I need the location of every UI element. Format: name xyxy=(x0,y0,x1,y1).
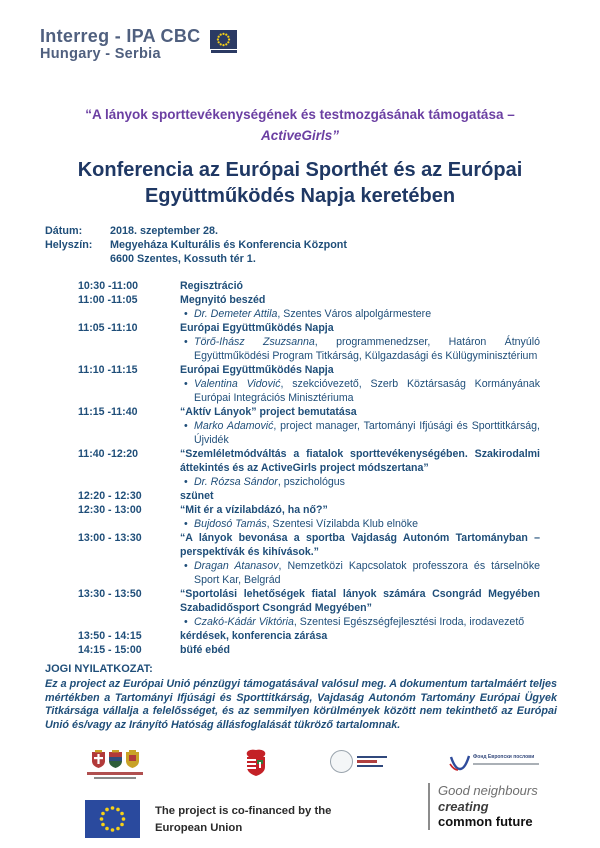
bullet-icon: • xyxy=(184,616,188,628)
schedule-row xyxy=(78,503,540,531)
schedule-time: 12:20 - 12:30 xyxy=(78,490,142,502)
speaker-line xyxy=(180,517,540,531)
eu-flag-small-svg xyxy=(210,30,237,49)
schedule-time: 13:00 - 13:30 xyxy=(78,532,142,544)
schedule-time: 10:30 -11:00 xyxy=(78,280,139,292)
cofinance-line1: The project is co-financed by the xyxy=(155,805,332,817)
schedule-content xyxy=(180,405,540,447)
schedule-time: 12:30 - 13:00 xyxy=(78,504,142,516)
speaker-text: Törő-Ihász Zsuzsanna, programmenedzser, Határon Átnyúló Együttműködési Program Titkárság, Külgazdasági és Külügyminisztérium xyxy=(194,336,540,362)
venue-line2: 6600 Szentes, Kossuth tér 1. xyxy=(110,253,256,265)
schedule-content xyxy=(180,293,540,321)
date-row xyxy=(45,224,347,238)
bullet-icon: • xyxy=(184,476,188,488)
fund-caption-bar xyxy=(473,763,539,765)
schedule-row xyxy=(78,587,540,629)
stamp-circle-icon xyxy=(330,750,353,773)
schedule-row xyxy=(78,489,540,503)
project-title-line2: ActiveGirls” xyxy=(260,128,340,143)
cofinance-statement xyxy=(155,803,331,837)
schedule-item-title: Megnyitó beszéd xyxy=(180,294,266,306)
schedule-time: 11:05 -11:10 xyxy=(78,322,138,334)
schedule-row xyxy=(78,363,540,405)
speaker-name: Bujdosó Tamás xyxy=(194,518,267,530)
serbia-shield-icon xyxy=(91,750,106,769)
legal-disclaimer xyxy=(45,663,557,732)
logo-caption-bar xyxy=(87,772,143,775)
date-value: 2018. szeptember 28. xyxy=(110,225,219,237)
speaker-line xyxy=(180,559,540,587)
speaker-text: Czakó-Kádár Viktória, Szentesi Egészségfejlesztési Iroda, irodavezető xyxy=(194,616,525,628)
schedule-row xyxy=(78,405,540,447)
venue-line1: Megyeháza Kulturális és Konferencia Központ xyxy=(110,239,347,251)
fund-caption-text: Фонд Европски послови xyxy=(473,754,535,760)
schedule-item-title: szünet xyxy=(180,490,214,502)
speaker-line xyxy=(180,335,540,363)
schedule-time: 11:15 -11:40 xyxy=(78,406,138,418)
schedule-content xyxy=(180,503,540,531)
eu-flag-caption-bar xyxy=(211,50,237,53)
schedule-row xyxy=(78,447,540,489)
schedule-time: 11:00 -11:05 xyxy=(78,294,138,306)
speaker-name: Dragan Atanasov xyxy=(194,560,279,572)
speaker-text: Dragan Atanasov, Nemzetközi Kapcsolatok professzora és társelnöke Sport Kar, Belgrád xyxy=(194,560,541,586)
cofinance-line2: European Union xyxy=(155,822,243,834)
programme-tagline xyxy=(428,783,538,830)
schedule-row xyxy=(78,531,540,587)
speaker-text: Bujdosó Tamás, Szentesi Vízilabda Klub elnöke xyxy=(194,518,418,530)
bullet-icon: • xyxy=(184,378,188,390)
schedule-time: 14:15 - 15:00 xyxy=(78,644,142,656)
interreg-logo-text xyxy=(40,26,200,63)
schedule-row xyxy=(78,293,540,321)
eu-flag-small-icon xyxy=(210,30,237,53)
schedule-content xyxy=(180,531,540,587)
speaker-text: Valentina Vidović, szekcióvezető, Szerb Köztársaság Kormányának Európai Integrációs Minisztériuma xyxy=(194,378,541,404)
tagline-line2: creating xyxy=(438,798,489,814)
project-title-line1: “A lányok sporttevékenységének és testmozgásának támogatása – xyxy=(85,107,515,122)
schedule-time: 13:30 - 13:50 xyxy=(78,588,142,600)
stamp-caption-lines xyxy=(357,754,387,770)
schedule-list xyxy=(78,279,540,657)
fund-swoosh-icon xyxy=(448,754,470,772)
venue-label: Helyszín: xyxy=(45,239,93,251)
speaker-name: Dr. Demeter Attila xyxy=(194,308,278,320)
bullet-icon: • xyxy=(184,560,188,572)
project-title xyxy=(40,104,560,146)
eu-flag-svg xyxy=(85,800,140,838)
speaker-name: Valentina Vidović xyxy=(194,378,281,390)
speaker-line xyxy=(180,419,540,447)
page-title xyxy=(30,157,570,209)
speaker-name: Marko Adamović xyxy=(194,420,274,432)
venue-value xyxy=(110,238,347,266)
schedule-content xyxy=(180,643,540,657)
fund-caption xyxy=(473,754,539,765)
speaker-line xyxy=(180,307,540,321)
schedule-content xyxy=(180,363,540,405)
tagline-divider xyxy=(428,783,430,830)
bullet-icon: • xyxy=(184,336,188,348)
interreg-logo xyxy=(40,26,237,63)
schedule-content xyxy=(180,321,540,363)
hungarian-coat-of-arms-logo xyxy=(243,748,269,783)
speaker-text: Marko Adamović, project manager, Tartományi Ifjúsági és Sporttitkárság, Újvidék xyxy=(194,420,540,446)
bullet-icon: • xyxy=(184,308,188,320)
schedule-time: 13:50 - 14:15 xyxy=(78,630,142,642)
page-title-line2: Együttműködés Napja keretében xyxy=(144,185,456,207)
tagline-line3: common future xyxy=(438,814,533,829)
page-title-line1: Konferencia az Európai Sporthét és az Európai xyxy=(77,159,523,181)
tagline-text xyxy=(438,783,538,830)
logo-caption-bar xyxy=(94,777,136,780)
schedule-content xyxy=(180,629,540,643)
speaker-line xyxy=(180,475,540,489)
schedule-row xyxy=(78,643,540,657)
schedule-row xyxy=(78,321,540,363)
schedule-time: 11:10 -11:15 xyxy=(78,364,138,376)
tagline-line1: Good neighbours xyxy=(438,783,538,798)
schedule-item-title: Európai Együttműködés Napja xyxy=(180,322,334,334)
schedule-content xyxy=(180,587,540,629)
disclaimer-body: Ez a project az Európai Unió pénzügyi támogatásával valósul meg. A dokumentum tartalmáért teljes mértékben a Tartományi Ifjúsági és Sporttitkárság, Vajdaság Autonóm Tartomány Európai Ügyek Titkársága vállalja a felelősséget, és az semmilyen körülmények között nem tekinthető az Európai Unió és/vagy az Irányító Hatóság állásfoglalását tükröző tartalomnak. xyxy=(45,678,557,731)
schedule-item-title: Európai Együttműködés Napja xyxy=(180,364,334,376)
speaker-text: Dr. Rózsa Sándor, pszichológus xyxy=(194,476,345,488)
speaker-line xyxy=(180,377,540,405)
schedule-item-title: “Mit ér a vízilabdázó, ha nő?” xyxy=(180,504,328,516)
speaker-name: Dr. Rózsa Sándor xyxy=(194,476,278,488)
stamp-caption-bar xyxy=(357,756,387,759)
interreg-logo-line1: Interreg - IPA CBC xyxy=(40,26,201,46)
bullet-icon: • xyxy=(184,518,188,530)
schedule-item-title: kérdések, konferencia zárása xyxy=(180,630,328,642)
schedule-item-title: büfé ebéd xyxy=(180,644,231,656)
vojvodina-shield-icon xyxy=(108,750,123,769)
schedule-row xyxy=(78,279,540,293)
eu-flag-icon xyxy=(85,800,140,843)
schedule-content xyxy=(180,489,540,503)
city-shield-icon xyxy=(125,750,140,769)
schedule-item-title: “Aktív Lányok” project bemutatása xyxy=(180,406,357,418)
event-meta xyxy=(45,224,347,266)
schedule-time: 11:40 -12:20 xyxy=(78,448,139,460)
provincial-coats-of-arms-logo xyxy=(84,750,146,779)
bullet-icon: • xyxy=(184,420,188,432)
date-label: Dátum: xyxy=(45,225,83,237)
schedule-item-title: “Szemléletmódváltás a fiatalok sporttevékenységében. Szakirodalmi áttekintés és az ActiveGirls project módszertana” xyxy=(180,448,540,474)
schedule-item-title: “Sportolási lehetőségek fiatal lányok számára Csongrád Megyében Szabadidősport Csongrád Megyében” xyxy=(180,588,540,614)
speaker-line xyxy=(180,615,540,629)
european-affairs-fund-logo xyxy=(448,754,539,772)
schedule-row xyxy=(78,629,540,643)
schedule-content xyxy=(180,447,540,489)
stamp-caption-bar xyxy=(357,765,383,768)
schedule-item-title: “A lányok bevonása a sportba Vajdaság Autonóm Tartományban – perspektívák és kihívások.” xyxy=(180,532,540,558)
speaker-name: Törő-Ihász Zsuzsanna xyxy=(194,336,315,348)
schedule-content xyxy=(180,279,540,293)
venue-row xyxy=(45,238,347,266)
hungarian-coat-of-arms-icon xyxy=(243,748,269,778)
stamp-caption-bar xyxy=(357,760,377,763)
speaker-text: Dr. Demeter Attila, Szentes Város alpolgármestere xyxy=(194,308,432,320)
schedule-item-title: Regisztráció xyxy=(180,280,243,292)
coat-of-arms-trio-icon xyxy=(84,750,146,769)
disclaimer-heading: JOGI NYILATKOZAT: xyxy=(45,663,153,675)
interreg-logo-line2: Hungary - Serbia xyxy=(40,46,161,62)
speaker-name: Czakó-Kádár Viktória xyxy=(194,616,294,628)
stamp-logo xyxy=(330,750,387,773)
